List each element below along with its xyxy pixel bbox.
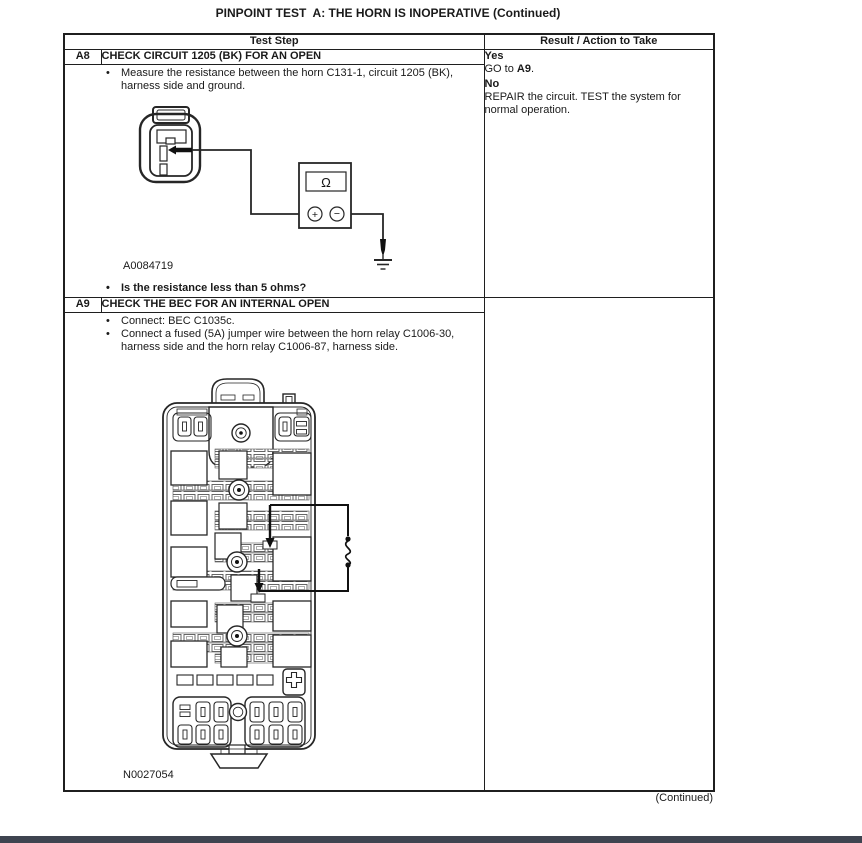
- probe-arrow-icon: [168, 146, 192, 155]
- result-yes-action: GO to A9.: [484, 63, 535, 75]
- svg-text:+: +: [311, 208, 319, 221]
- result-no-label: No: [484, 78, 500, 90]
- bolt-icon: [230, 704, 247, 721]
- bullet-text: Connect: BEC C1035c.: [121, 315, 235, 327]
- result-yes-target: A9: [516, 63, 531, 75]
- step-a8-id: A8: [64, 50, 101, 65]
- bullet-text: Measure the resistance between the horn C131-1, circuit 1205 (BK), harness side and ground.: [121, 67, 454, 92]
- step-a8-result-cell: [484, 50, 714, 298]
- step-a9-title-row: [64, 298, 714, 313]
- continued-note: (Continued): [655, 792, 713, 804]
- ohm-symbol: Ω: [321, 175, 331, 190]
- test-lead-wire: [192, 150, 299, 214]
- step-a9-title: CHECK THE BEC FOR AN INTERNAL OPEN: [101, 298, 484, 313]
- page-title: PINPOINT TEST A: THE HORN IS INOPERATIVE (Continued): [215, 6, 561, 20]
- bec-fusebox-figure: [161, 377, 361, 769]
- step-a9-result-cell: [484, 298, 714, 791]
- step-a8-title-row: [64, 50, 714, 65]
- step-a9-body: [64, 313, 484, 791]
- wide-slot: [171, 577, 225, 590]
- bullet-text: Connect a fused (5A) jumper wire between the horn relay C1006-30, harness side and the horn relay C1006-87, harness side.: [121, 328, 455, 353]
- step-a8-body: [64, 65, 484, 298]
- table-header-row: [64, 34, 714, 50]
- result-yes-label: Yes: [484, 50, 504, 62]
- svg-text:−: −: [333, 208, 341, 221]
- ground-lead-wire: [351, 214, 383, 239]
- column-header-result: Result / Action to Take: [484, 34, 714, 50]
- ground-icon: [374, 239, 392, 269]
- list-item: [65, 328, 484, 354]
- figure-label: N0027054: [123, 769, 174, 781]
- fuse-terminal-dot: [345, 562, 350, 567]
- result-no-action: REPAIR the circuit. TEST the system for normal operation.: [484, 91, 681, 116]
- bullet-icon: •: [106, 328, 110, 340]
- step-a8-title: CHECK CIRCUIT 1205 (BK) FOR AN OPEN: [101, 50, 484, 65]
- bullet-icon: •: [106, 315, 110, 327]
- fuse-symbol: [346, 541, 351, 565]
- fuse-terminal-dot: [345, 536, 350, 541]
- pinpoint-test-table: [63, 33, 715, 792]
- horn-connector-icon: [140, 107, 200, 182]
- figure-label: A0084719: [123, 260, 174, 272]
- bullet-icon: •: [106, 67, 110, 79]
- column-header-test-step: Test Step: [64, 34, 484, 50]
- list-item: [65, 67, 484, 93]
- ohmmeter-test-figure: [136, 101, 406, 273]
- bottom-bar: [0, 836, 862, 843]
- ohmmeter-icon: [299, 163, 351, 228]
- list-item: [65, 315, 484, 328]
- step-a9-id: A9: [64, 298, 101, 313]
- step-a8-question: • Is the resistance less than 5 ohms?: [106, 282, 307, 294]
- relay-terminal-c1006-87: [251, 594, 265, 602]
- bullet-icon: •: [106, 282, 110, 294]
